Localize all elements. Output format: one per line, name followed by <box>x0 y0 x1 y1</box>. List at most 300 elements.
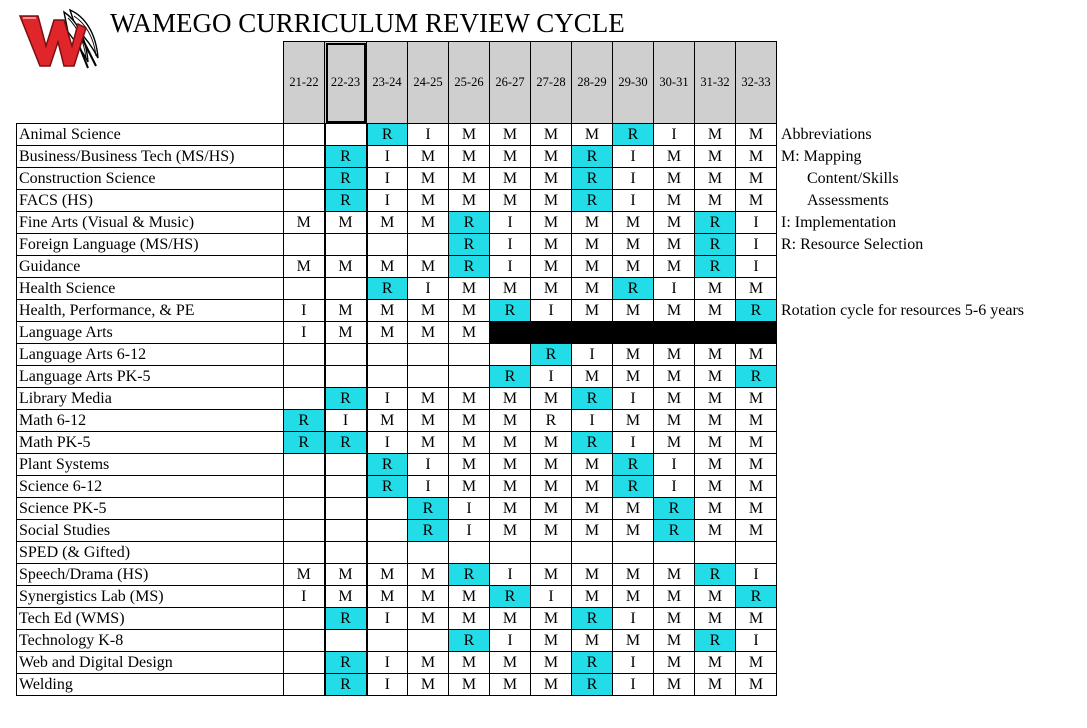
cycle-cell: M <box>654 366 695 388</box>
cycle-cell: M <box>613 498 654 520</box>
cycle-cell: M <box>449 410 490 432</box>
program-name: Welding <box>17 674 284 696</box>
cycle-cell: M <box>654 190 695 212</box>
cycle-cell <box>325 520 367 542</box>
cycle-cell: R <box>572 168 613 190</box>
cycle-cell <box>449 344 490 366</box>
cycle-cell: M <box>408 256 449 278</box>
cycle-cell: M <box>736 388 777 410</box>
cycle-cell: M <box>449 608 490 630</box>
program-name: Language Arts PK-5 <box>17 366 284 388</box>
legend-empty <box>777 454 1037 476</box>
table-row <box>17 652 1037 674</box>
cycle-cell: M <box>695 366 736 388</box>
legend-empty <box>777 586 1037 608</box>
cycle-cell: M <box>531 674 572 696</box>
cycle-cell: R <box>325 168 367 190</box>
cycle-cell: M <box>490 146 531 168</box>
cycle-cell: I <box>408 124 449 146</box>
table-row <box>17 234 1037 256</box>
cycle-cell: I <box>654 124 695 146</box>
cycle-cell: M <box>490 124 531 146</box>
table-row <box>17 212 1037 234</box>
year-header-row <box>17 42 1037 124</box>
cycle-cell <box>284 542 325 564</box>
cycle-cell: M <box>408 388 449 410</box>
cycle-cell: R <box>613 476 654 498</box>
cycle-cell <box>408 344 449 366</box>
cycle-cell: M <box>449 476 490 498</box>
cycle-cell <box>325 278 367 300</box>
cycle-cell <box>284 146 325 168</box>
cycle-cell: I <box>613 674 654 696</box>
cycle-cell: M <box>654 388 695 410</box>
program-name: Math 6-12 <box>17 410 284 432</box>
program-name: Science 6-12 <box>17 476 284 498</box>
cycle-cell: R <box>284 432 325 454</box>
cycle-cell: R <box>408 498 449 520</box>
cycle-cell: M <box>736 146 777 168</box>
table-row <box>17 476 1037 498</box>
cycle-cell: R <box>613 454 654 476</box>
year-header-21-22: 21-22 <box>284 42 325 124</box>
legend-empty <box>777 278 1037 300</box>
cycle-cell: I <box>736 564 777 586</box>
cycle-cell <box>449 366 490 388</box>
cycle-cell <box>367 344 408 366</box>
program-name: Animal Science <box>17 124 284 146</box>
cycle-cell: I <box>449 520 490 542</box>
cycle-cell: M <box>325 300 367 322</box>
cycle-cell: M <box>531 564 572 586</box>
cycle-cell <box>325 124 367 146</box>
cycle-cell: I <box>613 388 654 410</box>
cycle-cell: M <box>572 300 613 322</box>
cycle-cell <box>367 234 408 256</box>
cycle-cell: M <box>325 586 367 608</box>
cycle-cell: M <box>531 212 572 234</box>
cycle-cell: M <box>572 454 613 476</box>
cycle-cell: M <box>325 256 367 278</box>
cycle-cell: M <box>654 410 695 432</box>
cycle-cell <box>531 542 572 564</box>
legend-empty <box>777 476 1037 498</box>
cycle-cell: M <box>695 498 736 520</box>
program-name: Web and Digital Design <box>17 652 284 674</box>
cycle-cell: R <box>736 586 777 608</box>
cycle-cell: M <box>695 410 736 432</box>
cycle-cell: R <box>490 366 531 388</box>
year-header-23-24: 23-24 <box>367 42 408 124</box>
cycle-cell: M <box>654 256 695 278</box>
cycle-cell: M <box>736 674 777 696</box>
cycle-cell: R <box>449 630 490 652</box>
cycle-cell <box>284 190 325 212</box>
cycle-cell: I <box>367 146 408 168</box>
cycle-cell: R <box>325 388 367 410</box>
legend-note: R: Resource Selection <box>781 236 924 253</box>
cycle-cell: M <box>736 476 777 498</box>
cycle-cell: M <box>572 520 613 542</box>
cycle-cell: M <box>408 190 449 212</box>
program-name: Health, Performance, & PE <box>17 300 284 322</box>
cycle-cell: M <box>695 278 736 300</box>
cycle-cell: R <box>449 564 490 586</box>
cycle-cell: R <box>654 498 695 520</box>
program-name: Language Arts 6-12 <box>17 344 284 366</box>
cycle-cell: M <box>325 564 367 586</box>
cycle-cell: M <box>531 454 572 476</box>
cycle-cell: R <box>531 410 572 432</box>
cycle-cell: M <box>736 344 777 366</box>
program-name: Business/Business Tech (MS/HS) <box>17 146 284 168</box>
cycle-cell: R <box>325 190 367 212</box>
cycle-cell <box>572 542 613 564</box>
year-header-30-31: 30-31 <box>654 42 695 124</box>
cycle-cell: I <box>367 674 408 696</box>
cycle-cell: M <box>367 564 408 586</box>
cycle-cell: M <box>613 366 654 388</box>
cycle-cell: M <box>367 322 408 344</box>
cycle-cell: M <box>449 454 490 476</box>
cycle-cell: M <box>695 388 736 410</box>
cycle-cell: M <box>695 124 736 146</box>
cycle-cell: M <box>449 388 490 410</box>
cycle-cell <box>325 344 367 366</box>
cycle-cell: M <box>449 674 490 696</box>
cycle-cell: R <box>284 410 325 432</box>
cycle-cell <box>325 454 367 476</box>
cycle-cell: M <box>531 256 572 278</box>
cycle-cell: R <box>572 674 613 696</box>
cycle-cell: M <box>654 146 695 168</box>
cycle-cell: I <box>367 432 408 454</box>
cycle-cell: M <box>284 564 325 586</box>
legend-empty <box>777 652 1037 674</box>
cycle-cell: M <box>736 190 777 212</box>
program-name: FACS (HS) <box>17 190 284 212</box>
table-row <box>17 278 1037 300</box>
cycle-cell: M <box>572 476 613 498</box>
table-row <box>17 454 1037 476</box>
cycle-cell: I <box>284 300 325 322</box>
cycle-cell <box>613 542 654 564</box>
cycle-cell <box>367 498 408 520</box>
year-header-26-27: 26-27 <box>490 42 531 124</box>
program-name: Language Arts <box>17 322 284 344</box>
cycle-cell: M <box>449 652 490 674</box>
cycle-cell <box>367 520 408 542</box>
legend-empty <box>777 498 1037 520</box>
cycle-cell: M <box>613 234 654 256</box>
cycle-cell: M <box>490 520 531 542</box>
cycle-cell: R <box>572 190 613 212</box>
cycle-cell: R <box>367 124 408 146</box>
cycle-cell <box>408 366 449 388</box>
table-row <box>17 608 1037 630</box>
cycle-cell: M <box>572 498 613 520</box>
cycle-cell: M <box>408 212 449 234</box>
cycle-cell: M <box>408 168 449 190</box>
cycle-cell: I <box>613 608 654 630</box>
cycle-cell: M <box>408 652 449 674</box>
cycle-cell: M <box>531 278 572 300</box>
legend-empty <box>777 432 1037 454</box>
cycle-cell <box>367 366 408 388</box>
program-name: Tech Ed (WMS) <box>17 608 284 630</box>
cycle-cell: I <box>654 476 695 498</box>
cycle-cell: M <box>572 124 613 146</box>
cycle-cell: M <box>654 432 695 454</box>
cycle-cell: I <box>367 190 408 212</box>
cycle-cell: M <box>695 190 736 212</box>
cycle-cell: M <box>654 652 695 674</box>
cycle-cell <box>367 542 408 564</box>
cycle-cell: R <box>572 388 613 410</box>
cycle-cell <box>284 674 325 696</box>
cycle-cell <box>284 278 325 300</box>
cycle-cell: M <box>572 630 613 652</box>
cycle-cell: M <box>613 520 654 542</box>
cycle-cell <box>284 124 325 146</box>
cycle-cell: M <box>736 410 777 432</box>
cycle-cell: M <box>695 476 736 498</box>
legend-empty <box>777 410 1037 432</box>
cycle-cell: I <box>490 212 531 234</box>
cycle-cell <box>408 630 449 652</box>
cycle-cell: R <box>695 630 736 652</box>
cycle-cell: I <box>490 564 531 586</box>
cycle-cell <box>449 542 490 564</box>
cycle-cell: M <box>408 586 449 608</box>
cycle-cell: I <box>408 476 449 498</box>
cycle-cell: M <box>408 432 449 454</box>
legend-empty <box>777 388 1037 410</box>
cycle-cell: I <box>531 300 572 322</box>
legend-note: Assessments <box>807 192 889 209</box>
cycle-cell: R <box>325 432 367 454</box>
cycle-cell: M <box>736 278 777 300</box>
table-row <box>17 520 1037 542</box>
table-row <box>17 630 1037 652</box>
cycle-cell: M <box>572 256 613 278</box>
cycle-cell: R <box>367 476 408 498</box>
cycle-cell: M <box>531 388 572 410</box>
table-row <box>17 168 1037 190</box>
cycle-cell: M <box>695 432 736 454</box>
cycle-cell: I <box>408 278 449 300</box>
cycle-cell: R <box>572 146 613 168</box>
cycle-cell: R <box>654 520 695 542</box>
cycle-cell: M <box>695 586 736 608</box>
table-row <box>17 498 1037 520</box>
cycle-cell: R <box>531 344 572 366</box>
cycle-cell: M <box>736 432 777 454</box>
cycle-cell: M <box>695 608 736 630</box>
cycle-cell: M <box>613 564 654 586</box>
program-name: Guidance <box>17 256 284 278</box>
legend-empty <box>777 542 1037 564</box>
page-title: WAMEGO CURRICULUM REVIEW CYCLE <box>110 8 625 38</box>
cycle-cell: I <box>613 168 654 190</box>
year-header-27-28: 27-28 <box>531 42 572 124</box>
program-name: Social Studies <box>17 520 284 542</box>
cycle-cell: M <box>654 608 695 630</box>
cycle-cell <box>325 366 367 388</box>
cycle-cell: M <box>613 256 654 278</box>
cycle-cell: M <box>736 608 777 630</box>
cycle-cell: M <box>572 234 613 256</box>
table-row <box>17 344 1037 366</box>
cycle-cell <box>284 608 325 630</box>
cycle-cell: M <box>695 344 736 366</box>
table-row <box>17 432 1037 454</box>
cycle-cell: M <box>531 234 572 256</box>
cycle-cell: R <box>367 454 408 476</box>
program-name: Technology K-8 <box>17 630 284 652</box>
cycle-cell: M <box>490 278 531 300</box>
cycle-cell <box>284 454 325 476</box>
cycle-cell: R <box>736 300 777 322</box>
cycle-cell: R <box>325 674 367 696</box>
cycle-cell <box>325 234 367 256</box>
cycle-cell: M <box>531 124 572 146</box>
cycle-cell: I <box>531 586 572 608</box>
table-row <box>17 586 1037 608</box>
cycle-cell: M <box>490 498 531 520</box>
cycle-cell: M <box>531 432 572 454</box>
legend-note: Rotation cycle for resources 5-6 years <box>781 302 1025 319</box>
table-row <box>17 256 1037 278</box>
cycle-cell: R <box>572 432 613 454</box>
cycle-cell: M <box>490 454 531 476</box>
cycle-cell: M <box>449 124 490 146</box>
year-header-22-23: 22-23 <box>325 42 367 124</box>
cycle-cell: M <box>654 300 695 322</box>
cycle-cell <box>284 652 325 674</box>
cycle-cell: R <box>695 564 736 586</box>
table-row <box>17 300 1037 322</box>
legend-empty <box>777 630 1037 652</box>
table-row <box>17 410 1037 432</box>
cycle-cell: M <box>367 300 408 322</box>
cycle-cell: M <box>490 190 531 212</box>
cycle-cell: I <box>572 344 613 366</box>
cycle-cell: M <box>449 432 490 454</box>
year-header-24-25: 24-25 <box>408 42 449 124</box>
cycle-cell: R <box>449 234 490 256</box>
blackout-cell <box>490 322 777 344</box>
cycle-cell: I <box>367 608 408 630</box>
cycle-cell: I <box>736 234 777 256</box>
legend-empty <box>777 344 1037 366</box>
cycle-cell: R <box>367 278 408 300</box>
cycle-cell <box>325 542 367 564</box>
cycle-cell: R <box>613 124 654 146</box>
cycle-cell <box>367 630 408 652</box>
cycle-cell: M <box>613 410 654 432</box>
cycle-cell: I <box>613 432 654 454</box>
cycle-cell: M <box>654 564 695 586</box>
header-note-cell <box>777 42 1037 124</box>
cycle-cell: M <box>449 190 490 212</box>
cycle-cell: M <box>654 344 695 366</box>
program-name: Science PK-5 <box>17 498 284 520</box>
cycle-cell: M <box>736 498 777 520</box>
cycle-cell <box>284 630 325 652</box>
cycle-cell: M <box>736 124 777 146</box>
cycle-cell <box>325 630 367 652</box>
cycle-cell: M <box>613 344 654 366</box>
program-name: Construction Science <box>17 168 284 190</box>
cycle-cell: M <box>654 234 695 256</box>
legend-note: Content/Skills <box>807 170 899 187</box>
cycle-cell: M <box>408 146 449 168</box>
cycle-cell: M <box>531 520 572 542</box>
cycle-cell: I <box>367 168 408 190</box>
cycle-cell <box>325 498 367 520</box>
cycle-cell: M <box>490 608 531 630</box>
cycle-cell: R <box>695 234 736 256</box>
cycle-cell: M <box>325 212 367 234</box>
cycle-cell <box>736 542 777 564</box>
cycle-cell: M <box>695 652 736 674</box>
cycle-cell: R <box>490 300 531 322</box>
cycle-cell: M <box>449 168 490 190</box>
cycle-cell: M <box>408 608 449 630</box>
cycle-cell: M <box>572 366 613 388</box>
cycle-cell: M <box>531 190 572 212</box>
cycle-cell: I <box>284 586 325 608</box>
cycle-cell: M <box>490 410 531 432</box>
cycle-cell: I <box>367 652 408 674</box>
cycle-cell: M <box>449 146 490 168</box>
program-name: Math PK-5 <box>17 432 284 454</box>
cycle-cell: I <box>736 630 777 652</box>
cycle-cell: R <box>736 366 777 388</box>
program-name: Fine Arts (Visual & Music) <box>17 212 284 234</box>
cycle-cell: I <box>613 146 654 168</box>
legend-empty <box>777 366 1037 388</box>
cycle-cell: I <box>531 366 572 388</box>
cycle-cell: I <box>490 256 531 278</box>
cycle-cell: M <box>654 168 695 190</box>
cycle-cell: M <box>367 410 408 432</box>
cycle-cell: R <box>572 608 613 630</box>
cycle-cell: M <box>490 674 531 696</box>
year-header-29-30: 29-30 <box>613 42 654 124</box>
legend-empty <box>777 674 1037 696</box>
legend-note: I: Implementation <box>781 214 897 231</box>
cycle-cell: R <box>325 146 367 168</box>
cycle-cell: M <box>490 652 531 674</box>
program-name: Plant Systems <box>17 454 284 476</box>
legend-empty <box>777 564 1037 586</box>
year-header-32-33: 32-33 <box>736 42 777 124</box>
cycle-cell: M <box>367 212 408 234</box>
cycle-cell: I <box>490 234 531 256</box>
cycle-cell: I <box>654 454 695 476</box>
cycle-cell: I <box>490 630 531 652</box>
cycle-cell: I <box>284 322 325 344</box>
cycle-cell: M <box>654 586 695 608</box>
cycle-cell <box>284 366 325 388</box>
cycle-cell <box>284 476 325 498</box>
cycle-cell: I <box>408 454 449 476</box>
cycle-cell <box>284 388 325 410</box>
cycle-cell: R <box>325 608 367 630</box>
year-header-28-29: 28-29 <box>572 42 613 124</box>
